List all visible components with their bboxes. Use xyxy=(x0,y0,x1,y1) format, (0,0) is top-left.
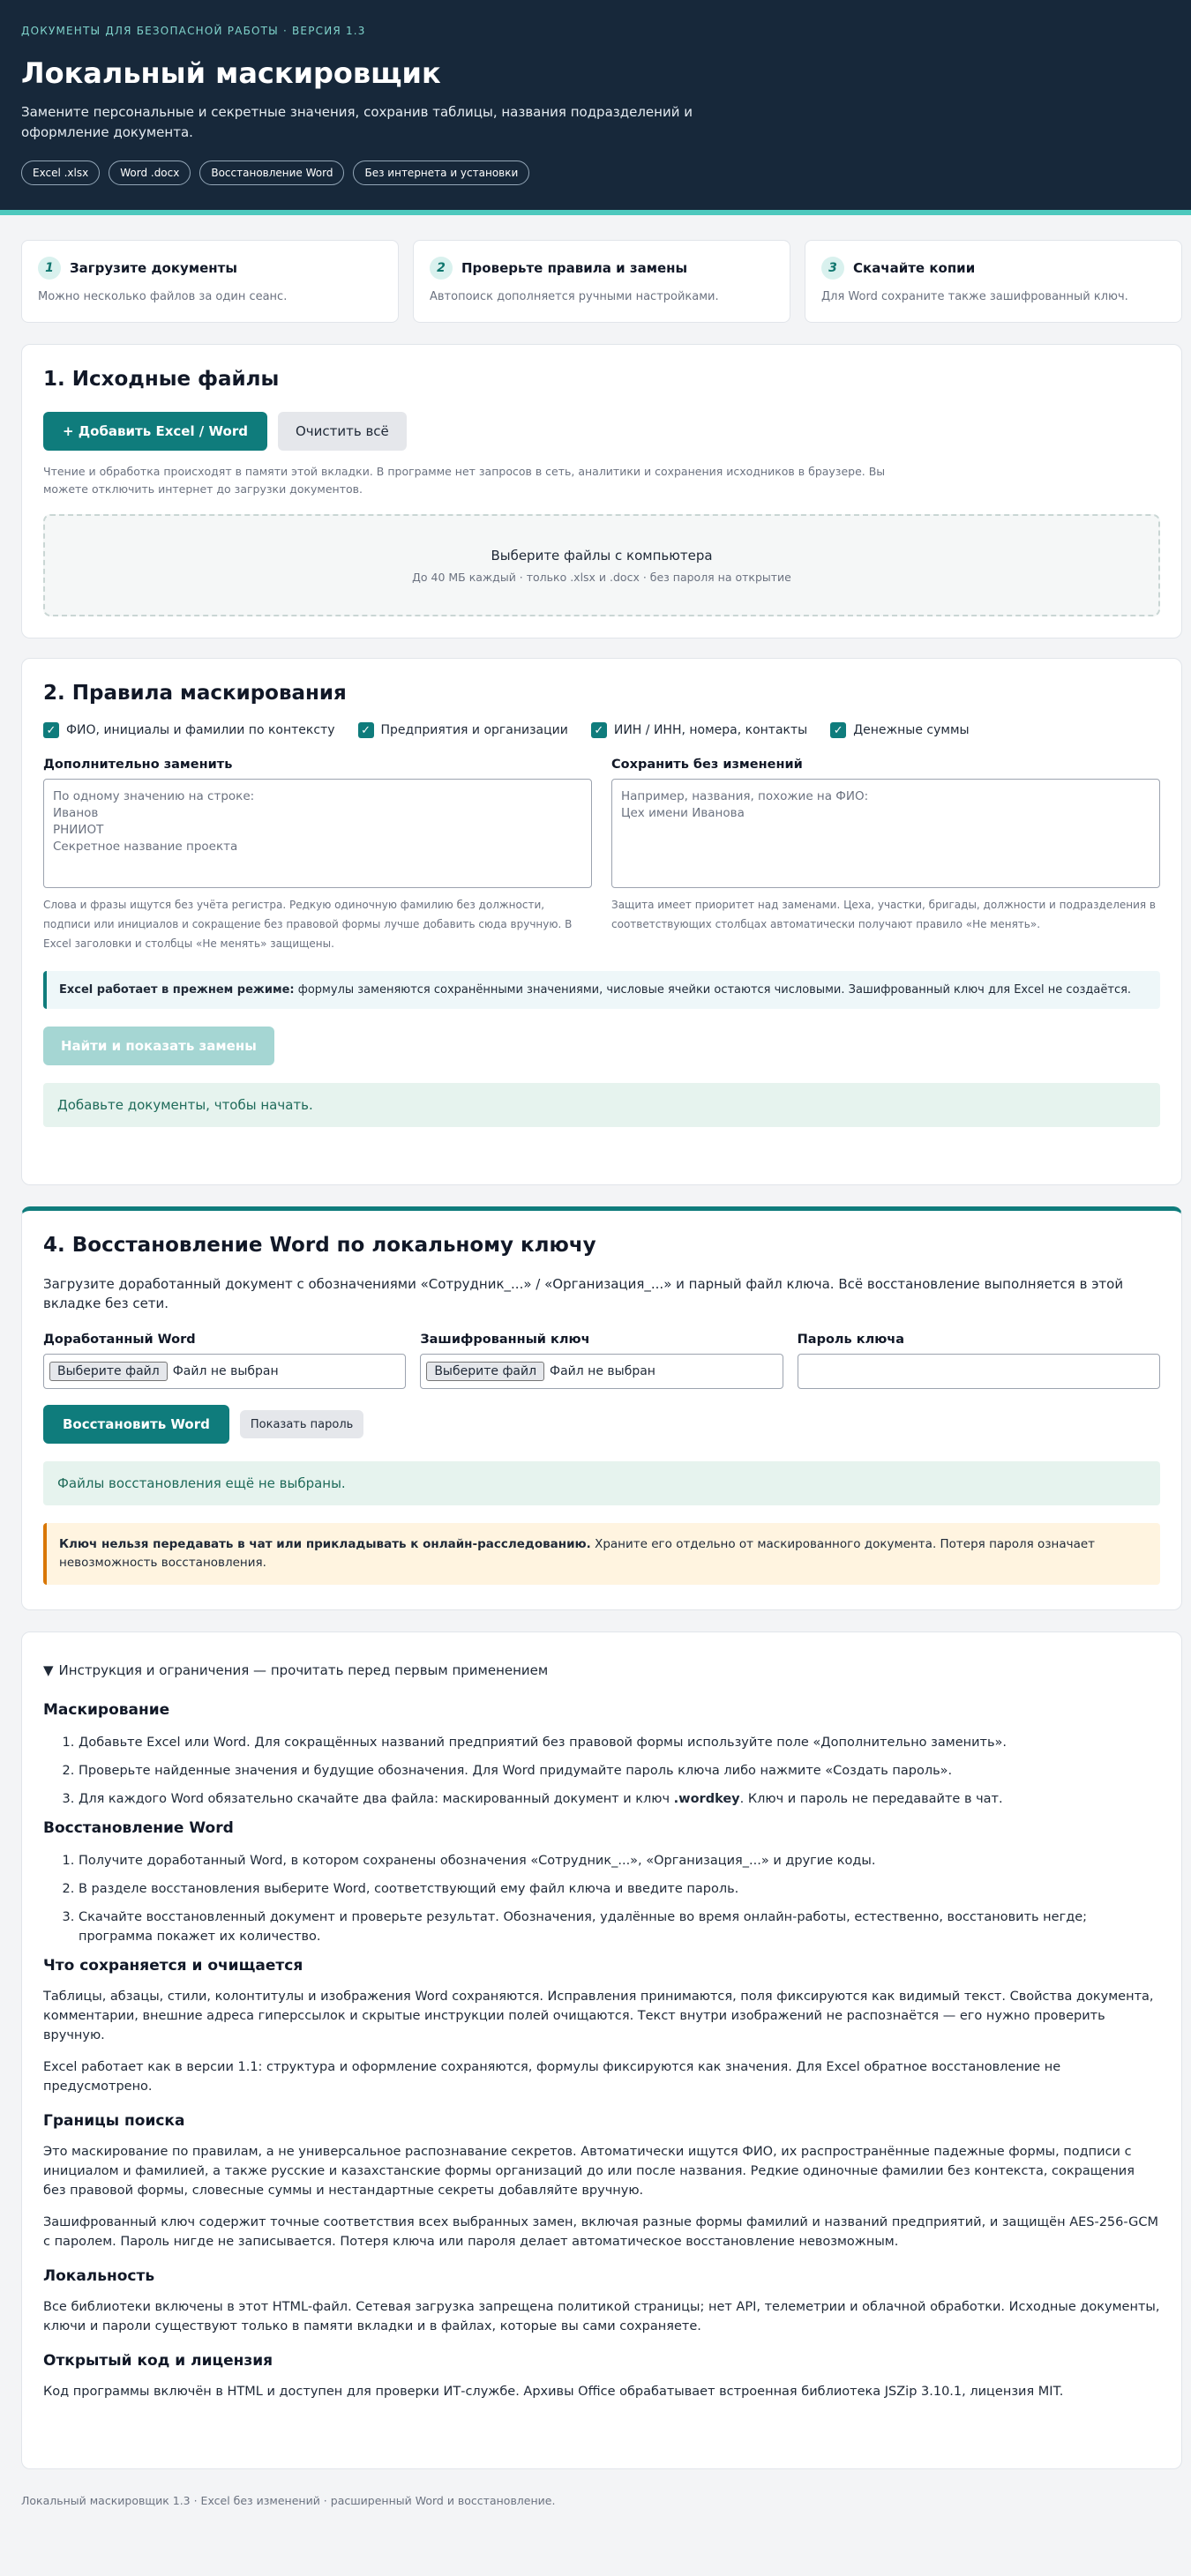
rules-status: Добавьте документы, чтобы начать. xyxy=(43,1083,1160,1127)
file-status: Файл не выбран xyxy=(172,1364,279,1378)
keep-textarea[interactable]: Например, названия, похожие на ФИО: Цех имени Иванова xyxy=(611,779,1160,888)
password-input[interactable] xyxy=(798,1354,1160,1389)
list-item: 1. Получите доработанный Word, в котором сохранены обозначения «Сотрудник_...», «Организация_...» и другие коды. xyxy=(79,1851,1160,1870)
restore-steps xyxy=(43,1851,1160,1946)
step-title: Проверьте правила и замены xyxy=(461,260,688,276)
wordkey-ext: .wordkey xyxy=(673,1792,740,1806)
choose-file-button[interactable]: Выберите файл xyxy=(49,1362,168,1381)
section-title: 4. Восстановление Word по локальному ключу xyxy=(43,1234,596,1257)
checkbox-label: Денежные суммы xyxy=(853,723,970,737)
add-files-button[interactable]: + Добавить Excel / Word xyxy=(43,412,267,451)
paragraph: Таблицы, абзацы, стили, колонтитулы и изображения Word сохраняются. Исправления принимаются, поля фиксируются как видимый текст. Свойства документа, комментарии, внешние адреса гиперссылок и скрытые инструкции полей очищаются. Текст внутри изображений не распознаётся — его нужно проверить вручную. xyxy=(43,1990,1154,2042)
list-item xyxy=(79,1789,1160,1809)
word-file-input[interactable] xyxy=(43,1354,406,1389)
heading-masking: Маскирование xyxy=(43,1701,170,1719)
paragraph: Все библиотеки включены в этот HTML-файл. Сетевая загрузка запрещена политикой страницы; нет API, телеметрии и облачной обработки. Исходные документы, ключи и пароли существуют только в памяти вкладки и в файлах, которые вы сами сохраняете. xyxy=(43,2300,1160,2333)
list-text: Для каждого Word обязательно скачайте два файла: маскированный документ и ключ xyxy=(79,1792,674,1806)
rule-checkboxes xyxy=(43,722,1160,738)
chip-restore: Восстановление Word xyxy=(199,161,344,185)
heading-local: Локальность xyxy=(43,2267,155,2285)
word-label: Доработанный Word xyxy=(43,1333,196,1347)
notice-text: формулы заменяются сохранёнными значениями, числовые ячейки остаются числовыми. Зашифрованный ключ для Excel не создаётся. xyxy=(294,983,1132,997)
chip-word: Word .docx xyxy=(109,161,191,185)
instructions-section xyxy=(21,1631,1182,2469)
list-item: 1. Добавьте Excel или Word. Для сокращённых названий предприятий без правовой формы используйте поле «Дополнительно заменить». xyxy=(79,1733,1160,1752)
step-number: 3 xyxy=(821,257,844,280)
file-drop-zone[interactable] xyxy=(43,514,1160,616)
paragraph: Это маскирование по правилам, а не универсальное распознавание секретов. Автоматически ищутся ФИО, их распространённые падежные формы, подписи с инициалом и фамилией, а также русские и казахстанские формы организаций до или после названия. Редкие одиночные фамилии без контекста, сокращения без правовой формы, словесные суммы и нестандартные секреты добавляйте вручную. xyxy=(43,2145,1135,2198)
paragraph: Excel работает как в версии 1.1: структура и оформление сохраняются, формулы фиксируются как значения. Для Excel обратное восстановление не предусмотрено. xyxy=(43,2060,1061,2094)
list-item: 2. Проверьте найденные значения и будущие обозначения. Для Word придумайте пароль ключа либо нажмите «Создать пароль». xyxy=(79,1761,1160,1781)
password-label: Пароль ключа xyxy=(797,1333,905,1347)
excel-mode-notice xyxy=(43,971,1160,1009)
steps xyxy=(21,240,1182,323)
section-title: 1. Исходные файлы xyxy=(43,368,280,391)
checkbox-ids[interactable] xyxy=(591,722,807,738)
chip-offline: Без интернета и установки xyxy=(353,161,529,185)
list-text: . Ключ и пароль не передавайте в чат. xyxy=(739,1792,1003,1806)
section-title: 2. Правила маскирования xyxy=(43,682,347,705)
clear-all-button[interactable]: Очистить всё xyxy=(278,412,407,451)
choose-file-button[interactable]: Выберите файл xyxy=(426,1362,544,1381)
page-footer: Локальный маскировщик 1.3 · Excel без изменений · расширенный Word и восстановление. xyxy=(21,2494,556,2507)
notice-bold: Excel работает в прежнем режиме: xyxy=(59,983,295,997)
step-desc: Можно несколько файлов за один сеанс. xyxy=(38,290,288,303)
instructions-summary: Инструкция и ограничения — прочитать перед первым применением xyxy=(58,1662,549,1678)
rules-section xyxy=(21,658,1182,1185)
warning-bold: Ключ нельзя передавать в чат или прикладывать к онлайн-расследованию. xyxy=(59,1537,591,1551)
heading-license: Открытый код и лицензия xyxy=(43,2352,273,2370)
restore-word-button[interactable]: Восстановить Word xyxy=(43,1405,229,1444)
key-warning xyxy=(43,1523,1160,1585)
checkbox-label: Предприятия и организации xyxy=(380,723,568,737)
page-subtitle: Замените персональные и секретные значения, сохранив таблицы, названия подразделений и оформление документа. xyxy=(21,104,693,140)
heading-bounds: Границы поиска xyxy=(43,2112,185,2130)
list-item: 2. В разделе восстановления выберите Word, соответствующий ему файл ключа и введите пароль. xyxy=(79,1879,1160,1899)
feature-chips xyxy=(21,161,1170,185)
restore-status: Файлы восстановления ещё не выбраны. xyxy=(43,1461,1160,1505)
checkbox-label: ФИО, инициалы и фамилии по контексту xyxy=(66,723,335,737)
checkbox-money[interactable] xyxy=(830,722,969,738)
check-icon: ✓ xyxy=(358,722,374,738)
paragraph: Зашифрованный ключ содержит точные соответствия всех выбранных замен, включая разные формы фамилий и названий предприятий, и защищён AES-256-GCM с паролем. Пароль нигде не записывается. Потеря ключа или пароля делает автоматическое восстановление невозможным. xyxy=(43,2215,1159,2249)
page-header xyxy=(0,0,1191,215)
checkbox-names[interactable] xyxy=(43,722,335,738)
checkbox-orgs[interactable] xyxy=(358,722,568,738)
key-label: Зашифрованный ключ xyxy=(420,1333,590,1347)
heading-keep: Что сохраняется и очищается xyxy=(43,1957,303,1975)
chip-excel: Excel .xlsx xyxy=(21,161,100,185)
keep-label: Сохранить без изменений xyxy=(611,758,803,772)
list-item: 3. Скачайте восстановленный документ и проверьте результат. Обозначения, удалённые во время онлайн-работы, естественно, восстановить негде; программа покажет их количество. xyxy=(79,1908,1160,1946)
drop-title: Выберите файлы с компьютера xyxy=(491,547,713,564)
page-title: Локальный маскировщик xyxy=(21,56,441,90)
eyebrow: ДОКУМЕНТЫ ДЛЯ БЕЗОПАСНОЙ РАБОТЫ · ВЕРСИЯ 1.3 xyxy=(21,25,366,37)
check-icon: ✓ xyxy=(43,722,59,738)
key-file-input[interactable] xyxy=(420,1354,783,1389)
step-card xyxy=(21,240,399,323)
step-desc: Для Word сохраните также зашифрованный ключ. xyxy=(821,290,1128,303)
instructions-toggle[interactable] xyxy=(43,1662,1160,1678)
file-status: Файл не выбран xyxy=(550,1364,655,1378)
step-number: 1 xyxy=(38,257,61,280)
privacy-note: Чтение и обработка происходят в памяти этой вкладки. В программе нет запросов в сеть, аналитики и сохранения исходников в браузере. Вы можете отключить интернет до загрузки документов. xyxy=(43,465,886,496)
check-icon: ✓ xyxy=(830,722,846,738)
step-title: Загрузите документы xyxy=(70,260,237,276)
warning-text: Храните его отдельно от маскированного документа. Потеря пароля означает невозможность восстановления. xyxy=(59,1537,1096,1570)
paragraph: Код программы включён в HTML и доступен для проверки ИТ-службе. Архивы Office обрабатывает встроенная библиотека JSZip 3.10.1, лицензия MIT. xyxy=(43,2385,1064,2399)
step-card xyxy=(413,240,790,323)
show-password-button[interactable]: Показать пароль xyxy=(240,1410,363,1438)
replace-label: Дополнительно заменить xyxy=(43,758,233,772)
restore-section xyxy=(21,1206,1182,1610)
check-icon: ✓ xyxy=(591,722,607,738)
find-replacements-button[interactable]: Найти и показать замены xyxy=(43,1027,274,1065)
step-card xyxy=(805,240,1182,323)
step-number: 2 xyxy=(430,257,453,280)
step-desc: Автопоиск дополняется ручными настройками. xyxy=(430,290,719,303)
checkbox-label: ИИН / ИНН, номера, контакты xyxy=(613,723,808,737)
masking-steps xyxy=(43,1733,1160,1809)
triangle-down-icon: ▼ xyxy=(43,1662,54,1678)
replace-textarea[interactable]: По одному значению на строке: Иванов РНИИОТ Секретное название проекта xyxy=(43,779,592,888)
source-files-section xyxy=(21,344,1182,638)
heading-restore: Восстановление Word xyxy=(43,1819,234,1837)
step-title: Скачайте копии xyxy=(853,260,976,276)
replace-note: Слова и фразы ищутся без учёта регистра. Редкую одиночную фамилию без должности, подписи или инициалов и сокращение без правовой формы лучше добавить сюда вручную. В Excel заголовки и столбцы «Не менять» защищены. xyxy=(43,899,573,950)
keep-note: Защита имеет приоритет над заменами. Цеха, участки, бригады, должности и подразделения в соответствующих столбцах автоматически получают правило «Не менять». xyxy=(611,899,1156,930)
drop-subtitle: До 40 МБ каждый · только .xlsx и .docx · без пароля на открытие xyxy=(412,570,791,584)
restore-desc: Загрузите доработанный документ с обозначениями «Сотрудник_...» / «Организация_...» и парный файл ключа. Всё восстановление выполняется в этой вкладке без сети. xyxy=(43,1276,1124,1311)
